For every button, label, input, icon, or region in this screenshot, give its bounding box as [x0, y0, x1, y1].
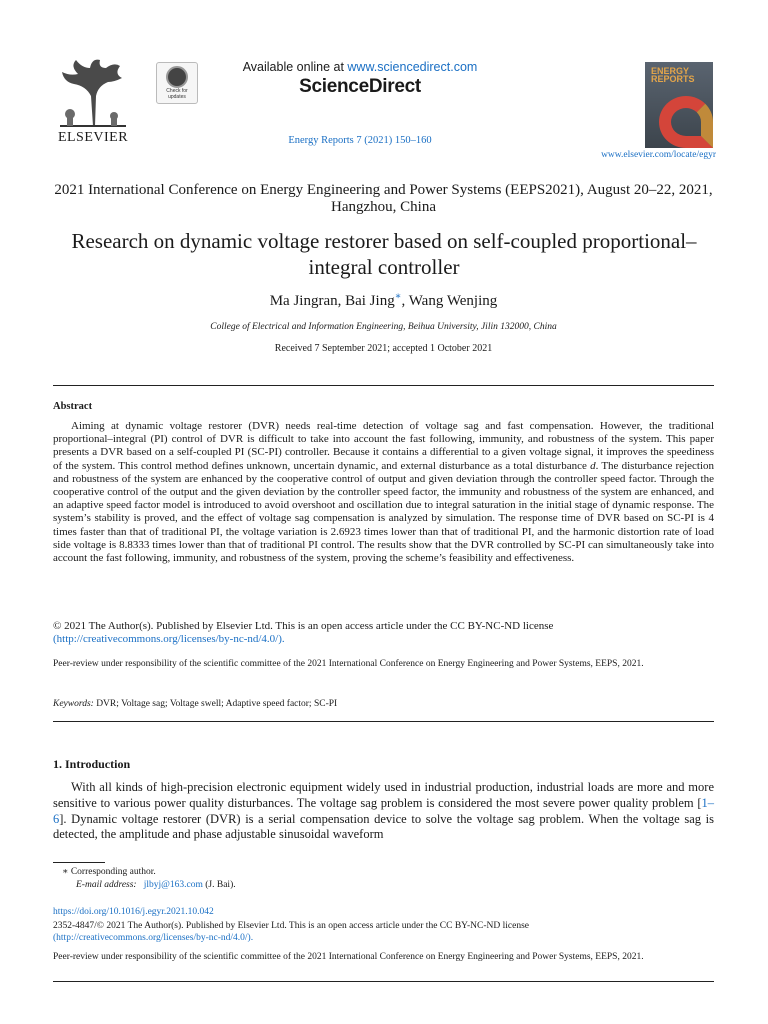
abstract-paragraph [53, 420, 714, 565]
keywords [53, 699, 714, 709]
footer-divider [53, 981, 714, 982]
license-text: © 2021 The Author(s). Published by Elsevier Ltd. This is an open access article under the CC BY-NC-ND license [53, 620, 554, 632]
journal-homepage-link[interactable]: www.elsevier.com/locate/egyr [601, 150, 716, 160]
license-url[interactable]: (http://creativecommons.org/licenses/by-nc-nd/4.0/). [53, 633, 285, 646]
corresponding-author-mark[interactable]: ∗ [394, 291, 402, 302]
email-label: E-mail address: [76, 880, 137, 890]
crossmark-label-2: updates [168, 94, 186, 100]
citation-link[interactable]: 1–6 [53, 795, 714, 826]
divider-bottom [53, 721, 714, 722]
abstract-heading: Abstract [53, 401, 93, 412]
journal-reference[interactable]: Energy Reports 7 (2021) 150–160 [288, 135, 432, 146]
issn-text: 2352-4847/© 2021 The Author(s). Published by Elsevier Ltd. This is an open access article under the CC BY-NC-ND license [53, 921, 529, 931]
received-dates: Received 7 September 2021; accepted 1 October 2021 [274, 343, 493, 354]
cover-title-2: REPORTS [651, 74, 695, 84]
issn-license-url[interactable]: (http://creativecommons.org/licenses/by-nc-nd/4.0/). [53, 933, 254, 943]
crossmark-icon [166, 66, 188, 88]
issn-license [53, 920, 714, 944]
authors-part-b: , Wang Wenjing [401, 293, 498, 309]
peer-review-note: Peer-review under responsibility of the scientific committee of the 2021 International Conference on Energy Engineering and Power Systems, EEPS, 2021. [53, 659, 644, 669]
elsevier-logo [52, 56, 134, 146]
available-prefix: Available online at [242, 60, 348, 74]
affiliation: College of Electrical and Information Engineering, Beihua University, Jilin 132000, China [210, 322, 557, 332]
keywords-list: DVR; Voltage sag; Voltage swell; Adaptive speed factor; SC-PI [93, 699, 338, 709]
footer-peer-review: Peer-review under responsibility of the scientific committee of the 2021 International Conference on Energy Engineering and Power Systems, EEPS, 2021. [53, 952, 644, 962]
sciencedirect-logo: ScienceDirect [299, 76, 421, 97]
doi-link[interactable]: https://doi.org/10.1016/j.egyr.2021.10.042 [53, 907, 214, 917]
email-link[interactable]: jlbyj@163.com [143, 880, 203, 890]
abstract-text-b: . The disturbance rejection and robustness of the system are enhanced by the cooperative control of output and given deviation through the controller speed factor. Through the cooperative control of the output and the given deviation by the controller speed factor, the immunity and robustness of the system are enhanced, and an adaptive speed factor model is introduced to avoid overshoot and oscillation due to integral saturation in the initial stage of dynamic response. The system’s stability is proved, and the effect of voltage sag compensation is analyzed by simulation. The response time of DVR based on SC-PI is 4 times faster than that of traditional PI, the voltage variation is 2.6923 times lower than that of traditional PI, and the harmonic distortion rate of load side voltage is 8.8333 times lower than that of traditional PI control. The results show that the DVR controlled by SC-PI can simultaneously take into account the fast following, immunity, and robustness of the system, proving the scheme’s feasibility and effectiveness. [53, 459, 715, 565]
elsevier-tree-icon [56, 56, 130, 128]
intro-text-b: ]. Dynamic voltage restorer (DVR) is a serial compensation device to solve the voltage sag problem. When the voltage sag is detected, the amplitude and phase adjustable sinusoidal waveform [53, 811, 714, 842]
divider-top [53, 385, 714, 386]
conference-line: 2021 International Conference on Energy Engineering and Power Systems (EEPS2021), August 20–22, 2021, Hangzhou, China [54, 182, 713, 215]
authors [53, 291, 714, 310]
abstract-license [53, 620, 714, 646]
corresponding-author-note: ∗ Corresponding author. [62, 867, 156, 877]
crossmark-label-1: Check for [166, 88, 188, 94]
cover-title-1: ENERGY [651, 66, 690, 76]
cover-e-icon [659, 96, 713, 148]
intro-text-a: With all kinds of high-precision electronic equipment widely used in industrial production, industrial loads are more and more sensitive to various power quality disturbances. The voltage sag problem is considered the most severe power quality problem [ [53, 780, 714, 810]
abstract-text-a: Aiming at dynamic voltage restorer (DVR) needs real-time detection of voltage sag and fast compensation. However, the traditional proportional–integral (PI) control of DVR is difficult to take into account the fast following, immunity, and robustness of the system. This paper presents a DVR based on a self-coupled PI (SC-PI) controller. Because it contains a differential to a given voltage signal, it improves the speediness of the system. This control method defines unknown, uncertain dynamic, and external disturbance as a total disturbance [53, 420, 714, 472]
authors-part-a: Ma Jingran, Bai Jing [269, 293, 395, 309]
abstract-var-d: d [590, 459, 596, 472]
journal-cover [645, 62, 713, 148]
check-for-updates-badge[interactable] [156, 62, 198, 104]
intro-paragraph [53, 780, 714, 843]
article-title: Research on dynamic voltage restorer based on self-coupled proportional–integral controller [71, 229, 697, 279]
introduction-body [53, 780, 714, 843]
email-note [76, 880, 236, 890]
sciencedirect-link[interactable]: www.sciencedirect.com [347, 60, 478, 74]
footnote-rule [53, 862, 105, 863]
keywords-label: Keywords: [53, 699, 94, 709]
introduction-heading: 1. Introduction [53, 757, 131, 771]
elsevier-wordmark: ELSEVIER [57, 130, 129, 145]
available-online [200, 60, 520, 74]
abstract-body [53, 420, 714, 565]
email-suffix: (J. Bai). [202, 880, 236, 890]
